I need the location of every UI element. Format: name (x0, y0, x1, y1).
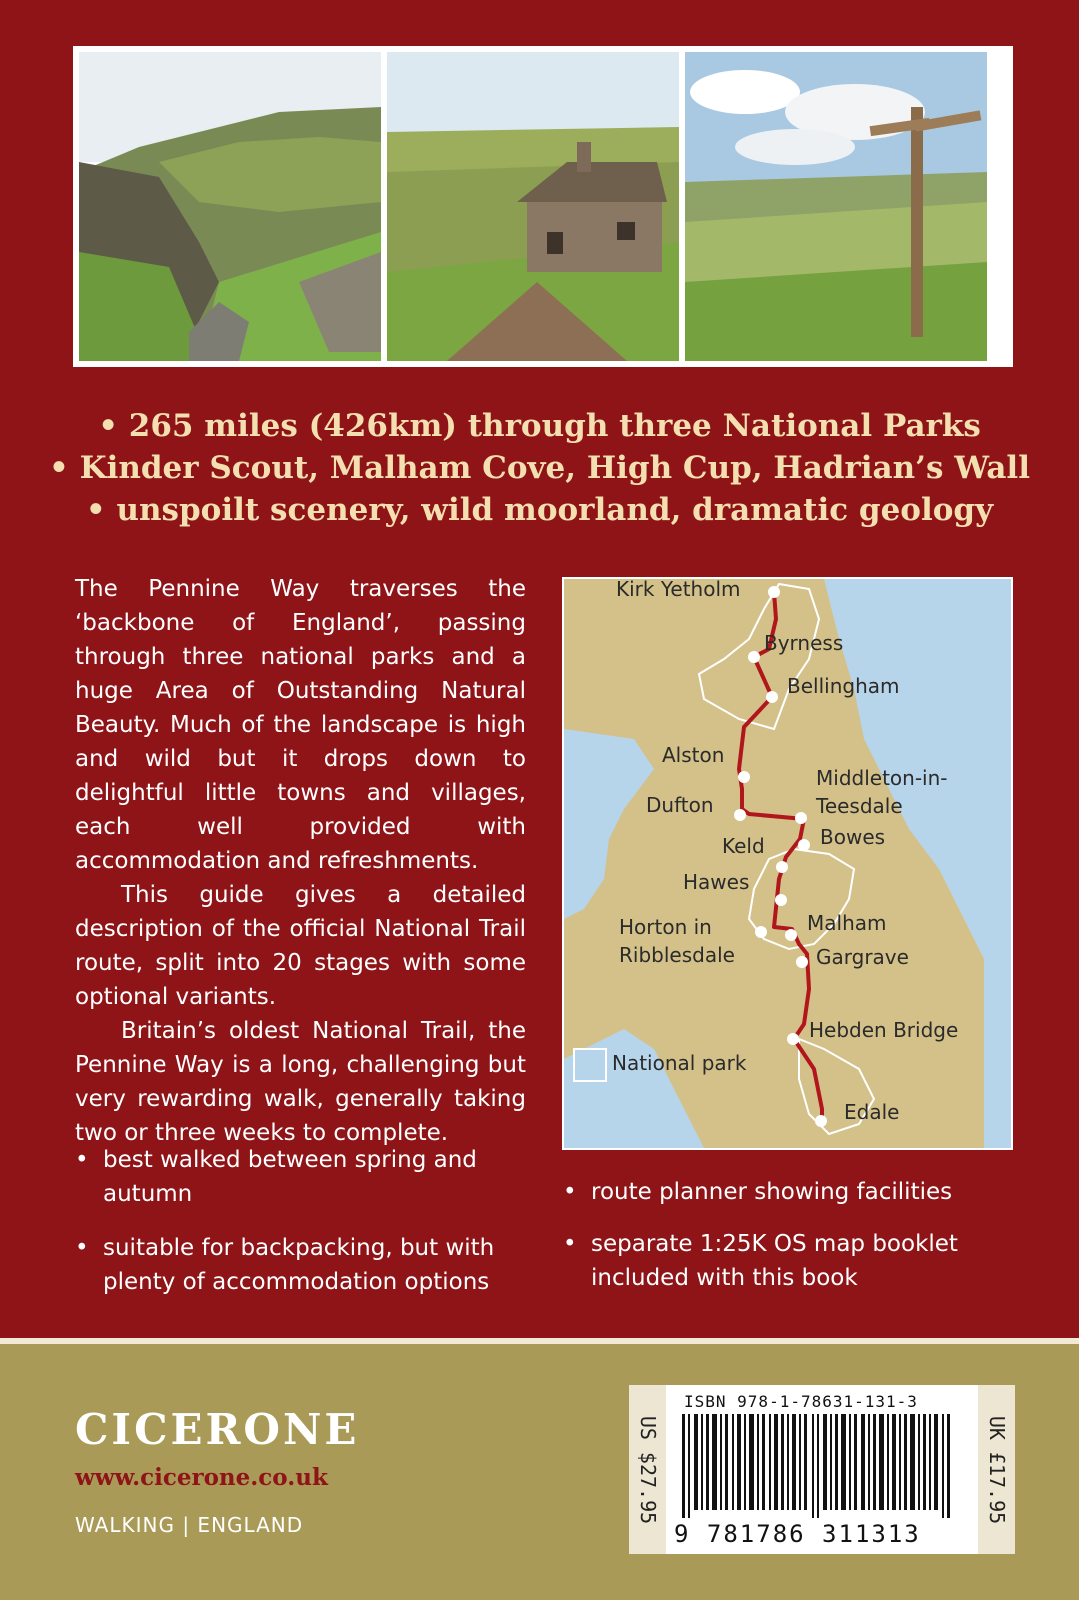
label-dufton: Dufton (646, 793, 714, 817)
stop-malham (785, 929, 797, 941)
description-paragraph-1: The Pennine Way traverses the ‘backbone of England’, passing through three national parks and a huge Area of Outstanding Natural Beauty. Much of the landscape is high and wild but it drops down to delightful little towns and villages, each well provided with accommodation and refreshments. (75, 576, 526, 874)
label-hebden-bridge: Hebden Bridge (809, 1018, 959, 1042)
stop-hawes (775, 894, 787, 906)
sea-southwest (564, 1029, 704, 1148)
label-gargrave: Gargrave (816, 945, 909, 969)
description-paragraph-2: This guide gives a detailed description of the official National Trail route, split into 20 stages with some optional variants. (75, 882, 526, 1010)
highlight-1: • 265 miles (426km) through three National Parks (98, 408, 981, 444)
price-us-panel (629, 1385, 666, 1554)
description (75, 572, 526, 1150)
isbn-number: ISBN 978-1-78631-131-3 (684, 1392, 918, 1411)
label-byrness: Byrness (764, 631, 844, 655)
bullet-text-line-2: included with this book (591, 1265, 858, 1291)
stop-middleton (795, 812, 807, 824)
stop-alston (738, 771, 750, 783)
highlight-2: • Kinder Scout, Malham Cove, High Cup, Hadrian’s Wall (49, 450, 1030, 486)
bullet-item (75, 1231, 535, 1301)
barcode-icon (682, 1414, 950, 1518)
bullet-dot: • (75, 1147, 89, 1173)
label-middleton-2: Teesdale (816, 794, 903, 818)
stop-bellingham (766, 691, 778, 703)
label-bowes: Bowes (820, 825, 886, 849)
category-label: WALKING | ENGLAND (75, 1513, 304, 1537)
stop-edale (815, 1115, 827, 1127)
legend-swatch (574, 1049, 606, 1081)
sea-east (824, 579, 1011, 1148)
stop-dufton (734, 809, 746, 821)
price-uk: UK £17.95 (984, 1415, 1009, 1524)
stop-byrness (748, 651, 760, 663)
bullet-text-line-2: plenty of accommodation options (103, 1269, 490, 1295)
label-kirk-yetholm: Kirk Yetholm (616, 577, 741, 601)
publisher-url[interactable]: www.cicerone.co.uk (75, 1464, 328, 1491)
label-keld: Keld (722, 834, 765, 858)
sea-west (564, 729, 654, 919)
stop-bowes (798, 839, 810, 851)
label-alston: Alston (662, 743, 725, 767)
label-horton-2: Ribblesdale (619, 943, 735, 967)
legend-label: National park (612, 1051, 747, 1075)
stop-keld (776, 861, 788, 873)
description-paragraph-3: Britain’s oldest National Trail, the Pennine Way is a long, challenging but very rewarding walk, generally taking two or three weeks to complete. (75, 1018, 526, 1146)
label-malham: Malham (807, 911, 887, 935)
label-horton-1: Horton in (619, 915, 712, 939)
label-edale: Edale (844, 1100, 900, 1124)
bullet-text-line-1: best walked between spring and (103, 1147, 477, 1173)
photo-strip (73, 46, 1013, 367)
label-middleton-1: Middleton-in- (816, 766, 948, 790)
bullet-text-line-1: separate 1:25K OS map booklet (591, 1231, 958, 1257)
bullet-item (563, 1175, 1013, 1211)
stop-kirk-yetholm (768, 586, 780, 598)
bullet-item (75, 1143, 535, 1213)
stop-hebden-bridge (787, 1033, 799, 1045)
bullet-dot: • (563, 1231, 577, 1257)
bullet-text-line-2: autumn (103, 1181, 193, 1207)
label-hawes: Hawes (683, 870, 750, 894)
publisher-logo: CICERONE (75, 1405, 360, 1454)
ean-number: 9 781786 311313 (674, 1520, 921, 1548)
route-map (562, 577, 1013, 1150)
bullet-item (563, 1227, 1013, 1297)
highlight-3: • unspoilt scenery, wild moorland, dramatic geology (85, 492, 994, 528)
stop-gargrave (796, 956, 808, 968)
price-us: US $27.95 (635, 1415, 660, 1524)
bullet-dot: • (75, 1235, 89, 1261)
bullet-dot: • (563, 1179, 577, 1205)
photo-signpost (685, 52, 987, 361)
bullet-text-line-1: route planner showing facilities (591, 1179, 953, 1205)
photo-bothy (387, 52, 679, 361)
label-bellingham: Bellingham (787, 674, 900, 698)
price-uk-panel (978, 1385, 1015, 1554)
stop-horton (755, 926, 767, 938)
bullet-text-line-1: suitable for backpacking, but with (103, 1235, 495, 1261)
photo-gorge (79, 52, 381, 361)
